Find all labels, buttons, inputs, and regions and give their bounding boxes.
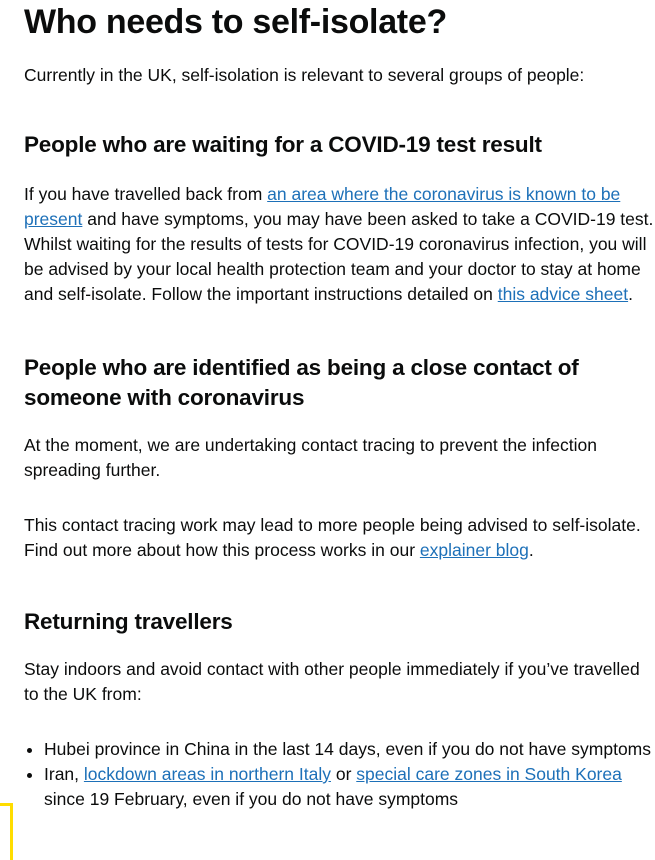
page-title: Who needs to self-isolate? <box>24 3 447 41</box>
list-item <box>44 762 654 812</box>
article <box>24 0 654 812</box>
link-south-korea-zones[interactable]: special care zones in South Korea <box>356 764 622 784</box>
contact-paragraph-2 <box>24 513 654 563</box>
item-text-3: since 19 February, even if you do not have symptoms <box>44 789 459 809</box>
heading-returning-travellers: Returning travellers <box>24 609 233 634</box>
waiting-test-paragraph <box>24 182 654 307</box>
item-text-1: Iran, <box>44 764 84 784</box>
heading-close-contact: People who are identified as being a close contact of someone with coronavirus <box>24 355 579 410</box>
travellers-list <box>24 737 654 812</box>
heading-waiting-test: People who are waiting for a COVID-19 test result <box>24 132 542 157</box>
waiting-text-3: . <box>628 284 633 304</box>
intro-paragraph: Currently in the UK, self-isolation is relevant to several groups of people: <box>24 65 585 85</box>
item-text-2: or <box>330 764 357 784</box>
waiting-text-2: and have symptoms, you may have been asked to take a COVID-19 test. Whilst waiting for the results of tests for COVID-19 coronavirus infection, you will be advised by your local health protection team and your doctor to stay at home and self-isolate. Follow the important instructions detailed on <box>24 209 654 304</box>
travellers-intro: Stay indoors and avoid contact with other people immediately if you’ve travelled to the UK from: <box>24 659 640 704</box>
list-item: • Hubei province in China in the last 14 days, even if you do not have symptoms <box>44 737 654 762</box>
contact-text: This contact tracing work may lead to more people being advised to self-isolate. Find out more about how this process works in our <box>24 515 641 560</box>
contact-paragraph-1: At the moment, we are undertaking contact tracing to prevent the infection spreading further. <box>24 435 597 480</box>
link-advice-sheet[interactable]: this advice sheet <box>497 284 629 304</box>
link-italy-lockdown[interactable]: lockdown areas in northern Italy <box>83 764 331 784</box>
contact-text-end: . <box>528 540 534 560</box>
focus-indicator <box>0 803 13 860</box>
link-explainer-blog[interactable]: explainer blog <box>419 540 529 560</box>
link-coronavirus-areas[interactable]: an area where the coronavirus is known to be present <box>24 184 621 229</box>
waiting-text-1: If you have travelled back from <box>24 184 268 204</box>
